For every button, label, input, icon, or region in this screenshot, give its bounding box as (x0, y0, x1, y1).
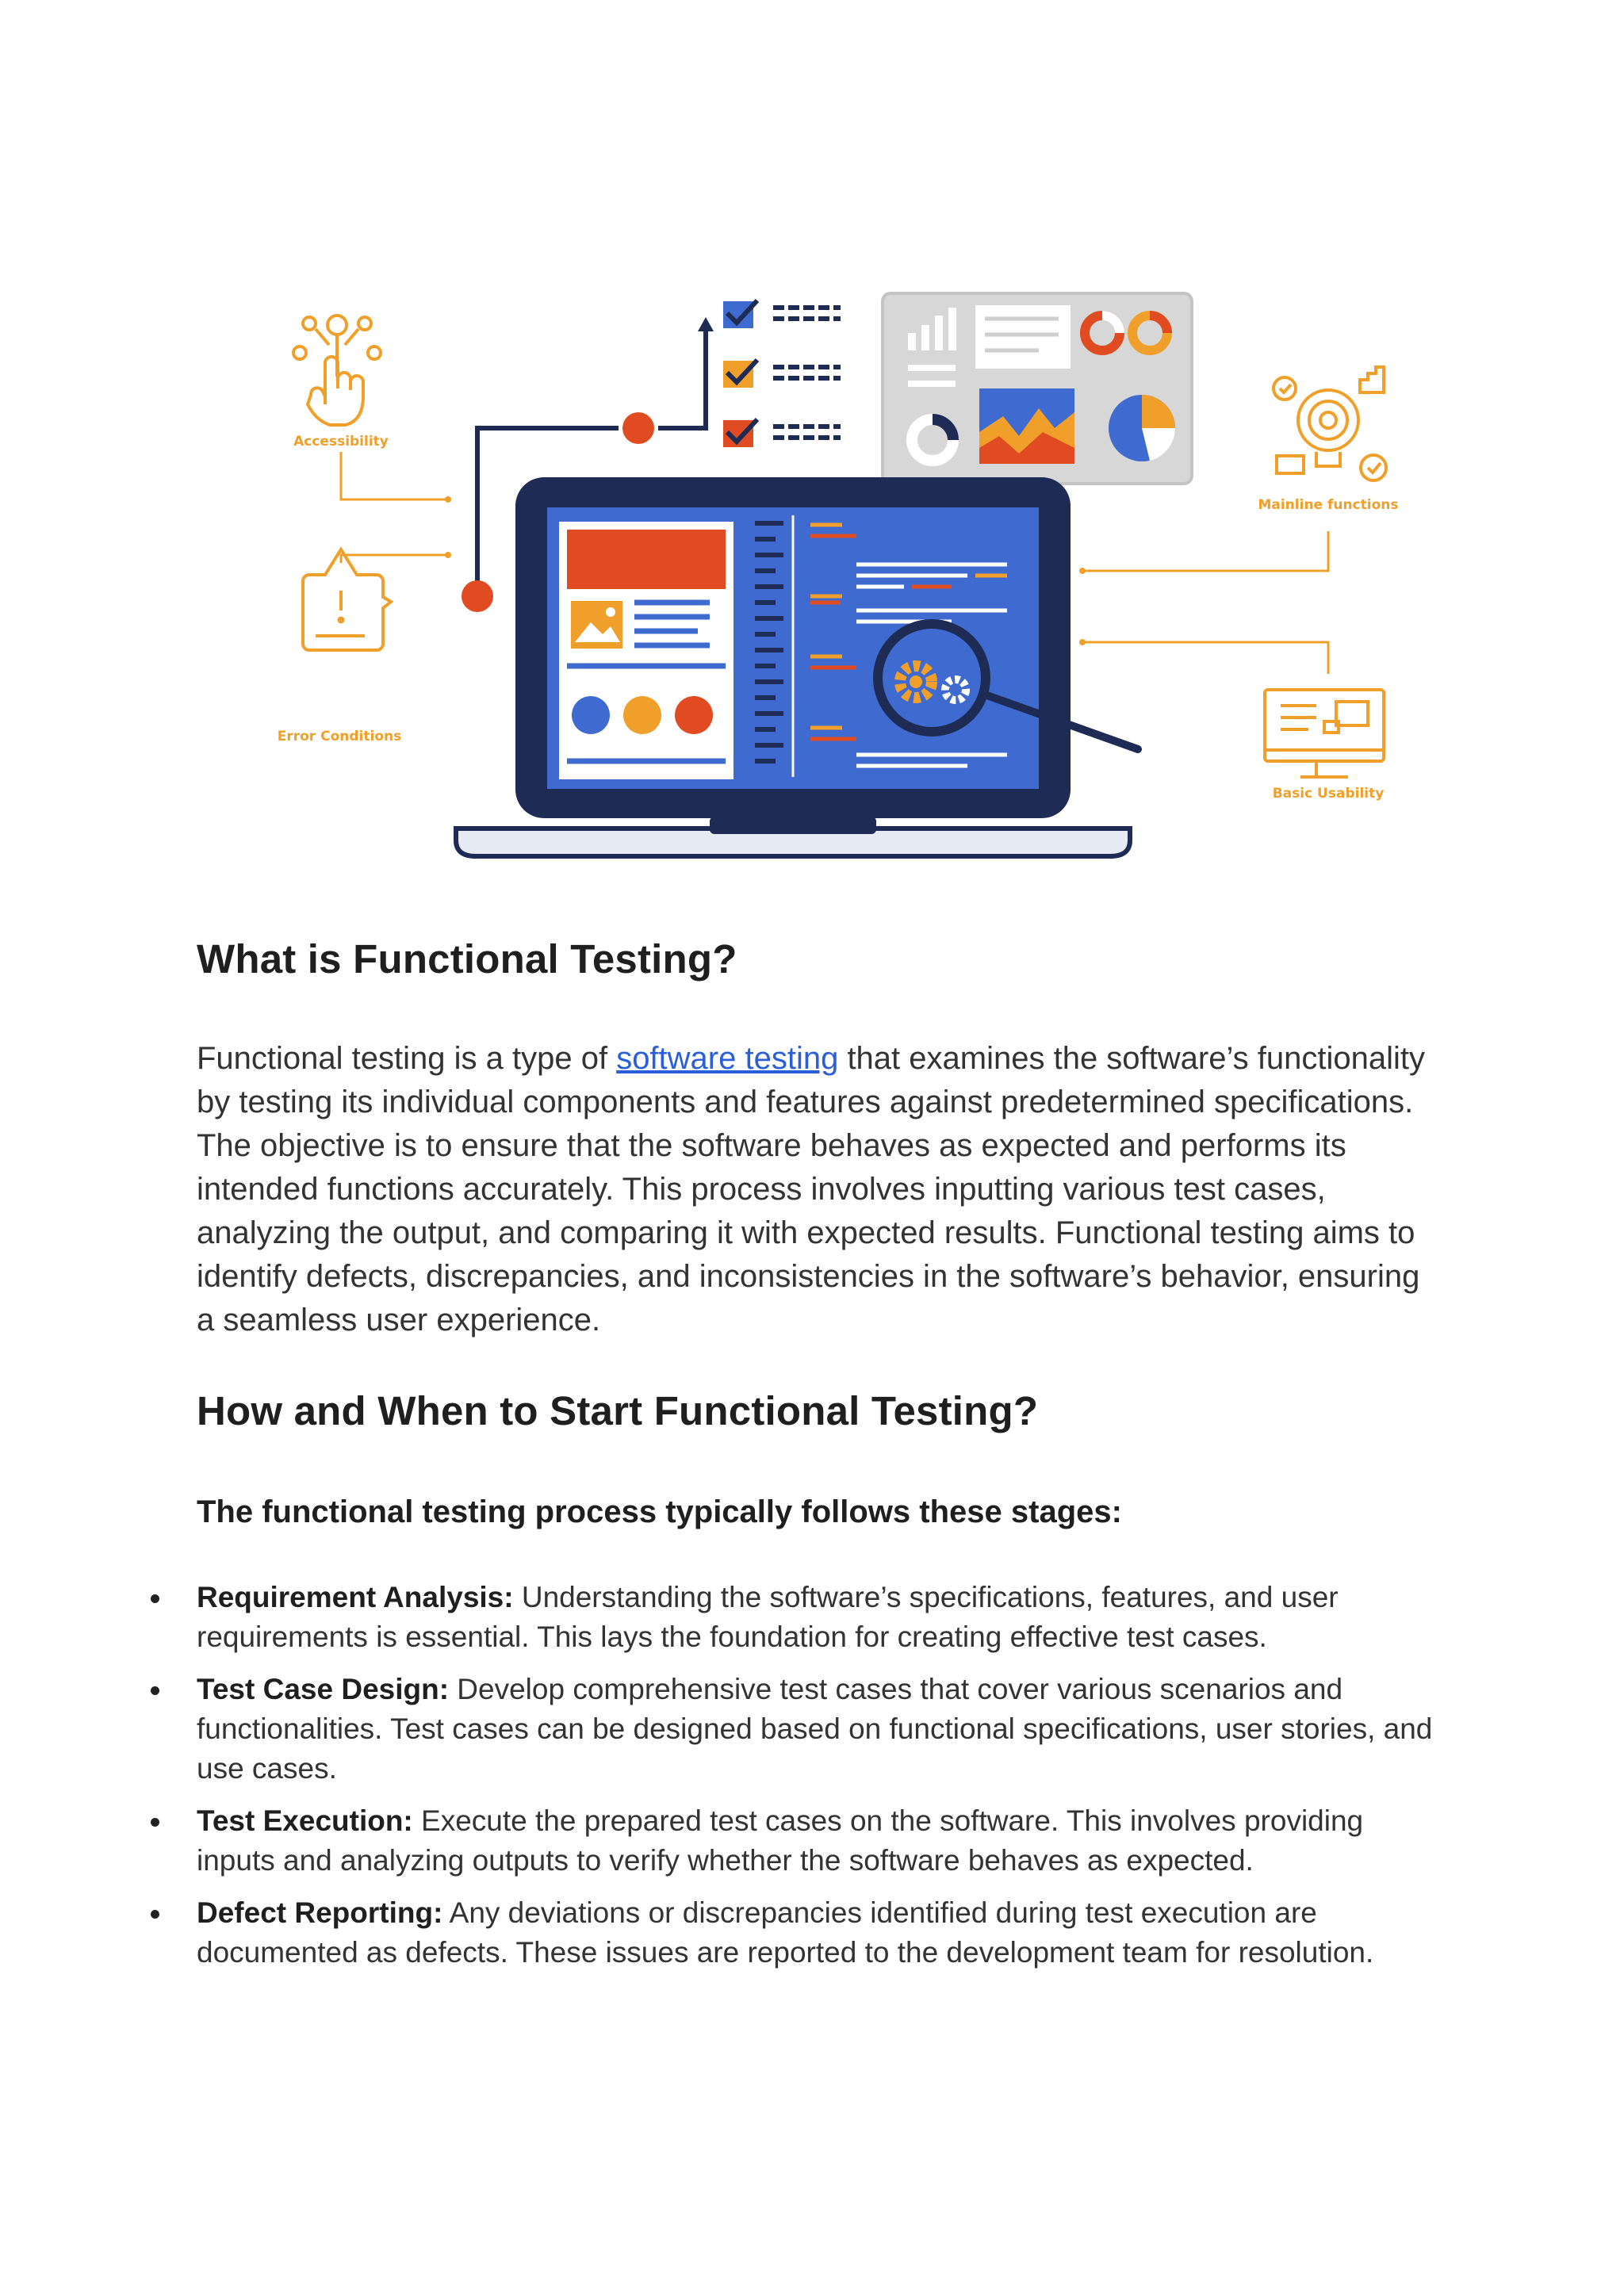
stages-list (197, 1578, 1434, 1985)
laptop-icon (456, 477, 1138, 856)
node-dot (462, 580, 493, 612)
paragraph-text-end: that examines the software’s functionality by testing its individual components and features against predetermined specifications. The objective is to ensure that the software behaves as expected and performs its intended functions accurately. This process involves inputting various test cases, analyzing the output, and comparing it with expected results. Functional testing aims to identify defects, discrepancies, and inconsistencies in the software’s behavior, ensuring a seamless user experience. (197, 1041, 1425, 1337)
stage-text: Develop comprehensive test cases that cover various scenarios and functionalities. Test cases can be designed based on functional specifications, user stories, and use cases. (197, 1673, 1433, 1785)
stages-subheading: The functional testing process typically follows these stages: (197, 1494, 1122, 1529)
error-conditions-label: Error Conditions (277, 729, 402, 744)
illustration-svg (254, 270, 1411, 872)
definition-paragraph (197, 1037, 1434, 1342)
functional-testing-illustration (254, 270, 1411, 872)
stage-text: Understanding the software’s specifications, features, and user requirements is essential. This lays the foundation for creating effective test cases. (197, 1581, 1339, 1653)
stage-text: Any deviations or discrepancies identified during test execution are documented as defects. These issues are reported to the development team for resolution. (197, 1896, 1374, 1969)
gear-target-icon (1274, 367, 1386, 480)
paragraph-text-start: Functional testing is a type of (197, 1041, 617, 1076)
section-heading-how-when: How and When to Start Functional Testing? (197, 1388, 1039, 1433)
mainline-functions-label: Mainline functions (1258, 497, 1399, 513)
stage-text: Execute the prepared test cases on the software. This involves providing inputs and analyzing outputs to verify whether the software behaves as expected. (197, 1804, 1364, 1877)
list-item (197, 1578, 1434, 1657)
stage-title: Test Execution: (197, 1804, 413, 1837)
basic-usability-label: Basic Usability (1272, 786, 1385, 802)
software-testing-link[interactable]: software testing (616, 1041, 839, 1076)
list-item (197, 1893, 1434, 1973)
accessibility-label: Accessibility (293, 434, 389, 450)
error-warning-icon (303, 549, 391, 650)
stage-title: Test Case Design: (197, 1673, 450, 1705)
list-item (197, 1670, 1434, 1789)
analytics-dashboard-icon (883, 293, 1192, 484)
section-heading-what-is: What is Functional Testing? (197, 936, 737, 982)
monitor-layout-icon (1265, 690, 1384, 777)
checklist-icon (723, 300, 841, 447)
stage-title: Defect Reporting: (197, 1896, 443, 1929)
stage-title: Requirement Analysis: (197, 1581, 514, 1613)
node-dot (622, 412, 654, 444)
list-item (197, 1801, 1434, 1881)
hand-touch-icon (293, 316, 381, 425)
